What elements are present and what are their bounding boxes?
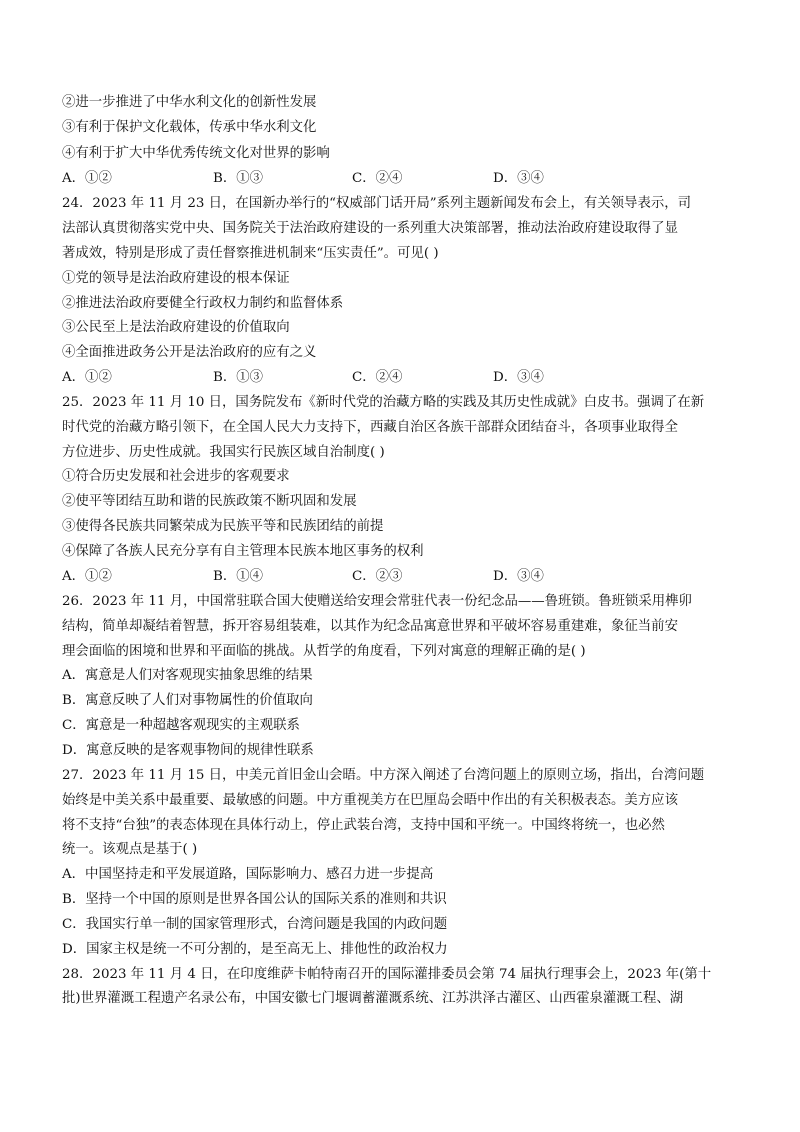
q24-item-1: ①党的领导是法治政府建设的根本保证 — [62, 271, 290, 286]
q25-item-2: ②使平等团结互助和谐的民族政策不断巩固和发展 — [62, 494, 357, 509]
q25-options — [62, 568, 742, 586]
q26-choice-b: B．寓意反映了人们对事物属性的价值取向 — [62, 693, 313, 708]
q25-item-1: ①符合历史发展和社会进步的客观要求 — [62, 469, 290, 484]
q25-stem-line-1: 25．2023 年 11 月 10 日，国务院发布《新时代党的治藏方略的实践及其历史性成就》白皮书。强调了在新 — [62, 395, 705, 410]
q24-stem-line-2: 法部认真贯彻落实党中央、国务院关于法治政府建设的一系列重大决策部署，推动法治政府建设取得了显 — [62, 221, 678, 236]
q24-item-2: ②推进法治政府要健全行政权力制约和监督体系 — [62, 296, 344, 311]
q23-option-a: A．①② — [62, 171, 112, 186]
q26-stem-line-2: 结构，简单却凝结着智慧，拆开容易组装难，以其作为纪念品寓意世界和平破坏容易重建难，象征当前安 — [62, 619, 678, 634]
q25-option-c: C．②③ — [352, 569, 403, 584]
q23-item-2: ②进一步推进了中华水利文化的创新性发展 — [62, 95, 317, 110]
q24-stem-line-3: 著成效，特别是形成了责任督察推进机制来“压实责任”。可见( ) — [62, 246, 439, 261]
q25-option-a: A．①② — [62, 569, 112, 584]
q27-stem-line-3: 将不支持“台独”的表态体现在具体行动上，停止武装台湾，支持中国和平统一。中国终将统一，也必然 — [62, 818, 665, 833]
q25-option-b: B．①④ — [213, 569, 264, 584]
q27-stem-line-1: 27．2023 年 11 月 15 日，中美元首旧金山会晤。中方深入阐述了台湾问题上的原则立场，指出，台湾问题 — [62, 768, 705, 783]
q25-item-4: ④保障了各族人民充分享有自主管理本民族本地区事务的权利 — [62, 544, 424, 559]
q24-stem-line-1: 24．2023 年 11 月 23 日，在国新办举行的“权威部门话开局”系列主题新闻发布会上，有关领导表示，司 — [62, 196, 692, 211]
q26-choice-d: D．寓意反映的是客观事物间的规律性联系 — [62, 743, 314, 758]
q25-stem-line-2: 时代党的治藏方略引领下，在全国人民大力支持下，西藏自治区各族干部群众团结奋斗，各项事业取得全 — [62, 420, 678, 435]
q27-stem-line-4: 统一。该观点是基于( ) — [62, 842, 198, 857]
q28-stem-line-1: 28．2023 年 11 月 4 日，在印度维萨卡帕特南召开的国际灌排委员会第 74 届执行理事会上，2023 年(第十 — [62, 967, 712, 982]
q27-stem-line-2: 始终是中美关系中最重要、最敏感的问题。中方重视美方在巴厘岛会晤中作出的有关积极表态。美方应该 — [62, 793, 678, 808]
q24-options — [62, 369, 742, 387]
q25-item-3: ③使得各民族共同繁荣成为民族平等和民族团结的前提 — [62, 519, 384, 534]
q26-choice-a: A．寓意是人们对客观现实抽象思维的结果 — [62, 668, 313, 683]
q26-stem-line-1: 26．2023 年 11 月，中国常驻联合国大使赠送给安理会常驻代表一份纪念品——鲁班锁。鲁班锁采用榫卯 — [62, 594, 692, 609]
q26-stem-line-3: 理会面临的困境和世界和平面临的挑战。从哲学的角度看，下列对寓意的理解正确的是( ) — [62, 644, 586, 659]
q24-option-a: A．①② — [62, 370, 112, 385]
q26-choice-c: C．寓意是一种超越客观现实的主观联系 — [62, 718, 300, 733]
q23-item-4: ④有利于扩大中华优秀传统文化对世界的影响 — [62, 146, 330, 161]
q25-option-d: D．③④ — [493, 569, 544, 584]
q23-option-b: B．①③ — [213, 171, 264, 186]
q24-option-b: B．①③ — [213, 370, 264, 385]
q23-option-c: C．②④ — [352, 171, 403, 186]
q27-choice-a: A．中国坚持走和平发展道路，国际影响力、感召力进一步提高 — [62, 867, 434, 882]
q28-stem-line-2: 批)世界灌溉工程遗产名录公布，中国安徽七门堰调蓄灌溉系统、江苏洪泽古灌区、山西霍泉灌溉工程、湖 — [62, 991, 684, 1006]
q24-option-c: C．②④ — [352, 370, 403, 385]
q25-stem-line-3: 方位进步、历史性成就。我国实行民族区域自治制度( ) — [62, 445, 385, 460]
q27-choice-d: D．国家主权是统一不可分割的，是至高无上、排他性的政治权力 — [62, 942, 448, 957]
q27-choice-b: B．坚持一个中国的原则是世界各国公认的国际关系的准则和共识 — [62, 892, 447, 907]
q27-choice-c: C．我国实行单一制的国家管理形式，台湾问题是我国的内政问题 — [62, 917, 448, 932]
q23-options — [62, 170, 742, 188]
q24-option-d: D．③④ — [493, 370, 544, 385]
q24-item-4: ④全面推进政务公开是法治政府的应有之义 — [62, 345, 317, 360]
q24-item-3: ③公民至上是法治政府建设的价值取向 — [62, 320, 290, 335]
q23-item-3: ③有利于保护文化载体，传承中华水利文化 — [62, 120, 317, 135]
q23-option-d: D．③④ — [493, 171, 544, 186]
